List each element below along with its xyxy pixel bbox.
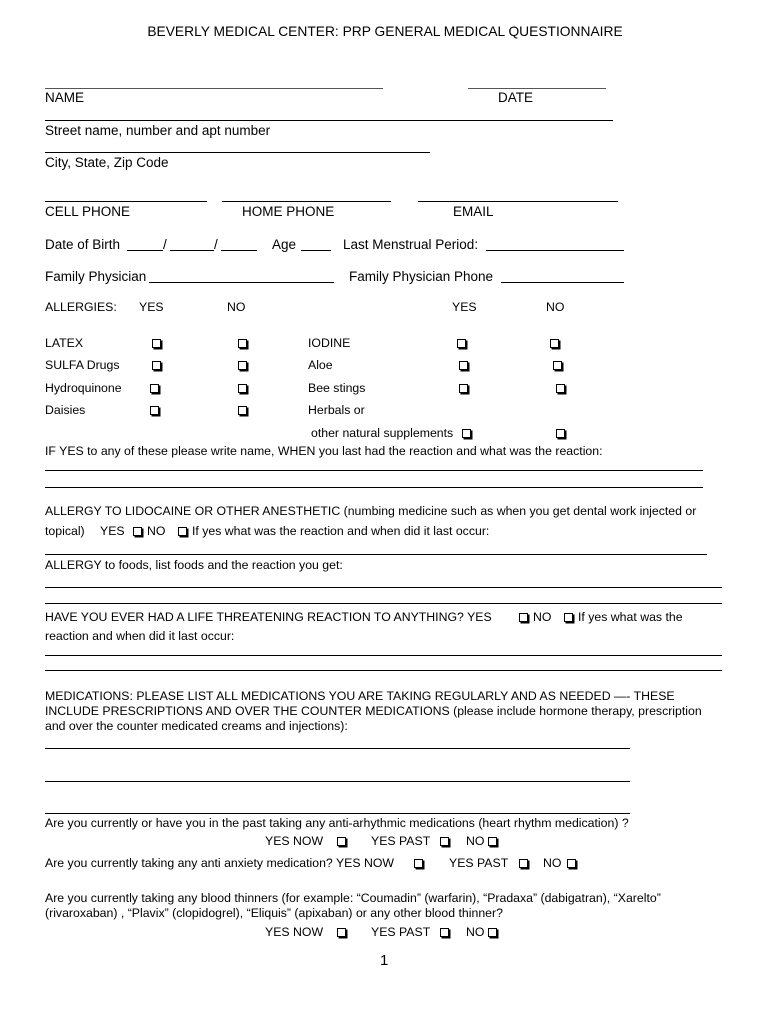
age-label: Age — [272, 237, 297, 252]
hydroquinone-yes-checkbox[interactable] — [150, 384, 159, 393]
allergy-bee-stings: Bee stings — [308, 381, 366, 395]
dob-day-line[interactable] — [170, 250, 214, 251]
lidocaine-topical: topical) — [45, 524, 85, 538]
thinners-no-checkbox[interactable] — [488, 928, 497, 937]
life-threatening-answer-line-1[interactable] — [45, 655, 722, 656]
life-threatening-question: HAVE YOU EVER HAD A LIFE THREATENING REACTION TO ANYTHING? YES — [45, 610, 492, 624]
medications-line-1: MEDICATIONS: PLEASE LIST ALL MEDICATIONS YOU ARE TAKING REGULARLY AND AS NEEDED —- THESE — [45, 689, 675, 703]
home-phone-line[interactable] — [222, 201, 391, 202]
allergies-answer-line-1[interactable] — [45, 470, 703, 471]
supplements-yes-checkbox[interactable] — [462, 429, 471, 438]
dob-month-line[interactable] — [127, 250, 163, 251]
dob-sep-2: / — [214, 237, 218, 252]
life-threatening-line2: reaction and when did it last occur: — [45, 629, 235, 643]
thinners-question-line-2: (rivaroxaban) , “Plavix” (clopidogrel), “Eliquis” (apixaban) or any other blood thinner? — [45, 906, 503, 920]
lmp-label: Last Menstrual Period: — [343, 237, 479, 252]
lidocaine-yes-checkbox[interactable] — [133, 527, 142, 536]
medications-answer-line-2[interactable] — [45, 781, 630, 782]
allergy-latex: LATEX — [45, 336, 84, 350]
dob-sep-1: / — [163, 237, 167, 252]
allergies-no-header-right: NO — [546, 300, 565, 314]
medications-line-2: INCLUDE PRESCRIPTIONS AND OVER THE COUNTER MEDICATIONS (please include hormone therapy, prescription — [45, 704, 702, 718]
anxiety-question: Are you currently taking any anti anxiety medication? YES NOW — [45, 856, 395, 870]
allergy-hydroquinone: Hydroquinone — [45, 381, 122, 395]
thinners-yes-now-label: YES NOW — [265, 925, 324, 939]
allergy-aloe: Aloe — [308, 358, 333, 372]
city-label: City, State, Zip Code — [45, 155, 169, 170]
antiarrhythmic-yes-past-checkbox[interactable] — [440, 837, 449, 846]
antiarrhythmic-yes-now-label: YES NOW — [265, 834, 324, 848]
street-line[interactable] — [45, 120, 613, 121]
lidocaine-question: ALLERGY TO LIDOCAINE OR OTHER ANESTHETIC (numbing medicine such as when you get dental work injected or — [45, 504, 697, 518]
page-title: BEVERLY MEDICAL CENTER: PRP GENERAL MEDICAL QUESTIONNAIRE — [147, 24, 623, 39]
antiarrhythmic-yes-past-label: YES PAST — [371, 834, 431, 848]
city-line[interactable] — [45, 152, 430, 153]
thinners-no-label: NO — [466, 925, 485, 939]
family-physician-label: Family Physician — [45, 269, 147, 284]
medications-answer-line-1[interactable] — [45, 748, 630, 749]
email-label: EMAIL — [453, 204, 494, 219]
life-threatening-answer-line-2[interactable] — [45, 670, 722, 671]
thinners-yes-now-checkbox[interactable] — [337, 928, 346, 937]
lidocaine-yes-label: YES — [100, 524, 125, 538]
thinners-yes-past-checkbox[interactable] — [440, 928, 449, 937]
iodine-yes-checkbox[interactable] — [457, 339, 466, 348]
allergies-yes-header-right: YES — [452, 300, 477, 314]
anxiety-yes-past-checkbox[interactable] — [519, 859, 528, 868]
lidocaine-answer-line[interactable] — [45, 554, 707, 555]
allergies-yes-header-left: YES — [139, 300, 164, 314]
bee-stings-no-checkbox[interactable] — [556, 384, 565, 393]
daisies-no-checkbox[interactable] — [238, 406, 247, 415]
street-label: Street name, number and apt number — [45, 123, 271, 138]
cell-phone-line[interactable] — [45, 201, 207, 202]
family-physician-phone-line[interactable] — [501, 282, 624, 283]
allergies-if-yes-text: IF YES to any of these please write name, WHEN you last had the reaction and what was the reaction: — [45, 444, 603, 458]
family-physician-line[interactable] — [149, 282, 334, 283]
daisies-yes-checkbox[interactable] — [150, 406, 159, 415]
aloe-yes-checkbox[interactable] — [459, 361, 468, 370]
family-physician-phone-label: Family Physician Phone — [349, 269, 494, 284]
email-line[interactable] — [418, 201, 618, 202]
allergy-sulfa: SULFA Drugs — [45, 358, 120, 372]
dob-year-line[interactable] — [221, 250, 257, 251]
allergy-herbals: Herbals or — [308, 403, 365, 417]
iodine-no-checkbox[interactable] — [550, 339, 559, 348]
sulfa-no-checkbox[interactable] — [238, 361, 247, 370]
latex-no-checkbox[interactable] — [238, 339, 247, 348]
latex-yes-checkbox[interactable] — [152, 339, 161, 348]
food-answer-line-2[interactable] — [45, 603, 722, 604]
allergies-answer-line-2[interactable] — [45, 487, 703, 488]
antiarrhythmic-yes-now-checkbox[interactable] — [337, 837, 346, 846]
medications-line-3: and over the counter medicated creams and injections): — [45, 719, 348, 733]
home-phone-label: HOME PHONE — [242, 204, 335, 219]
aloe-no-checkbox[interactable] — [553, 361, 562, 370]
allergies-no-header-left: NO — [227, 300, 246, 314]
lidocaine-no-label: NO — [147, 524, 166, 538]
anxiety-yes-past-label: YES PAST — [449, 856, 509, 870]
life-threatening-no-label: NO — [533, 610, 552, 624]
lmp-line[interactable] — [486, 250, 624, 251]
life-threatening-follow-up: If yes what was the — [578, 610, 683, 624]
date-line[interactable] — [468, 88, 606, 89]
lidocaine-no-checkbox[interactable] — [178, 527, 187, 536]
anxiety-no-label: NO — [543, 856, 562, 870]
antiarrhythmic-no-label: NO — [466, 834, 485, 848]
supplements-no-checkbox[interactable] — [556, 429, 565, 438]
anxiety-yes-now-checkbox[interactable] — [414, 859, 423, 868]
name-label: NAME — [45, 90, 85, 105]
lidocaine-follow-up: If yes what was the reaction and when did it last occur: — [192, 524, 490, 538]
dob-label: Date of Birth — [45, 237, 121, 252]
allergy-iodine: IODINE — [308, 336, 351, 350]
allergy-daisies: Daisies — [45, 403, 86, 417]
hydroquinone-no-checkbox[interactable] — [238, 384, 247, 393]
life-threatening-no-checkbox[interactable] — [564, 613, 573, 622]
name-line[interactable] — [45, 88, 383, 89]
medications-answer-line-3[interactable] — [45, 813, 630, 814]
antiarrhythmic-no-checkbox[interactable] — [488, 837, 497, 846]
date-label: DATE — [498, 90, 534, 105]
bee-stings-yes-checkbox[interactable] — [459, 384, 468, 393]
thinners-question-line-1: Are you currently taking any blood thinners (for example: “Coumadin” (warfarin), “Pradaxa” (dabigatran), “Xarelto” — [45, 891, 661, 905]
sulfa-yes-checkbox[interactable] — [152, 361, 161, 370]
allergies-label: ALLERGIES: — [45, 300, 117, 314]
page-number: 1 — [380, 952, 389, 969]
cell-phone-label: CELL PHONE — [45, 204, 131, 219]
allergy-other-supplements: other natural supplements — [311, 426, 454, 440]
life-threatening-yes-checkbox[interactable] — [519, 613, 528, 622]
food-allergy-question: ALLERGY to foods, list foods and the reaction you get: — [45, 558, 343, 572]
food-answer-line-1[interactable] — [45, 587, 722, 588]
thinners-yes-past-label: YES PAST — [371, 925, 431, 939]
antiarrhythmic-question: Are you currently or have you in the past taking any anti-arhythmic medications (heart rhythm medication) ? — [45, 816, 629, 830]
anxiety-no-checkbox[interactable] — [567, 859, 576, 868]
age-line[interactable] — [301, 250, 331, 251]
